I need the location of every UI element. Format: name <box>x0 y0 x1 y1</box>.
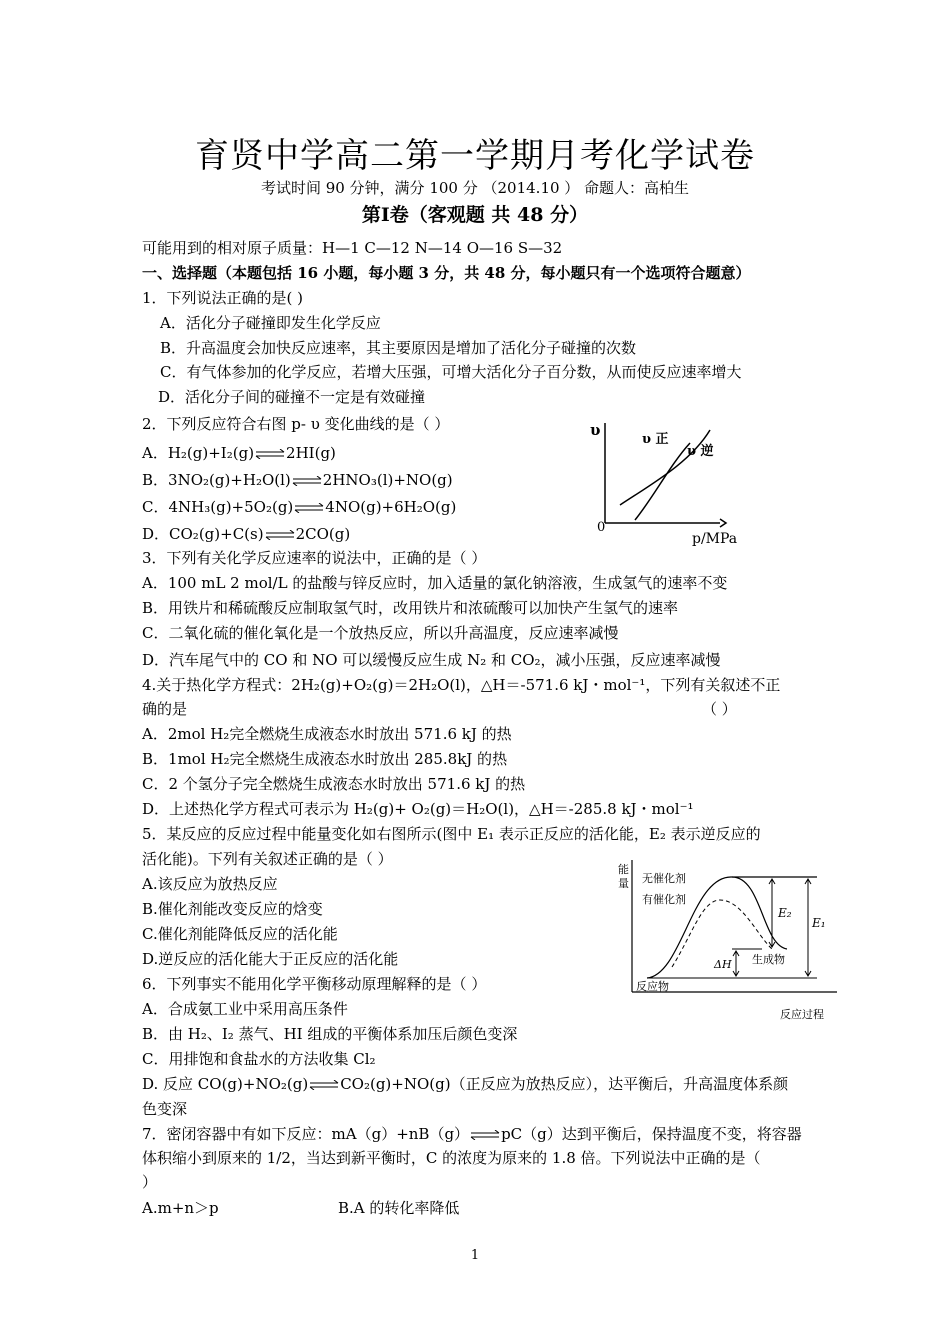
q4-option-c: C．2 个氢分子完全燃烧生成液态水时放出 571.6 kJ 的热 <box>142 775 526 793</box>
q6-option-a: A．合成氨工业中采用高压条件 <box>142 1000 348 1018</box>
q2d-left: D．CO₂(g)+C(s) <box>142 525 264 543</box>
fig2-catalyzed-label: 有催化剂 <box>642 893 686 906</box>
fig2-reactant-label: 反应物 <box>636 980 669 993</box>
equilibrium-arrow-icon <box>265 530 295 540</box>
q4-stem-cont: 确的是 <box>142 700 188 718</box>
equilibrium-arrow-icon <box>309 1080 339 1090</box>
exam-subtitle: 考试时间 90 分钟，满分 100 分 （2014.10 ） 命题人：高柏生 <box>260 179 690 197</box>
q6d-right: CO₂(g)+NO(g)（正反应为放热反应），达平衡后，升高温度体系颜 <box>340 1075 789 1093</box>
q3-option-a: A．100 mL 2 mol/L 的盐酸与锌反应时，加入适量的氯化钠溶液，生成氢气的速率不变 <box>142 574 728 592</box>
q2a-right: 2HI(g) <box>286 444 336 462</box>
q7-stem <box>142 1124 802 1144</box>
q7-right: pC（g）达到平衡后，保持温度不变，将容器 <box>501 1125 802 1143</box>
q1-option-d: D．活化分子间的碰撞不一定是有效碰撞 <box>158 388 426 406</box>
fig1-y-label: υ <box>590 421 601 439</box>
fig2-y-label: 能量 <box>618 863 629 890</box>
q2a-left: A．H₂(g)+I₂(g) <box>142 444 255 462</box>
q2-option-c <box>142 497 456 517</box>
fig2-e2-label: E₂ <box>778 906 792 920</box>
equilibrium-arrow-icon <box>470 1130 500 1140</box>
q2c-right: 4NO(g)+6H₂O(g) <box>325 498 457 516</box>
q6-option-b: B．由 H₂、I₂ 蒸气、HI 组成的平衡体系加压后颜色变深 <box>142 1025 518 1043</box>
q1-option-a: A．活化分子碰撞即发生化学反应 <box>160 314 381 332</box>
q3-stem: 3．下列有关化学反应速率的说法中，正确的是（ ） <box>142 549 487 567</box>
fig1-curve1-label: υ 正 <box>642 432 669 447</box>
fig2-dh-label: ΔH <box>714 958 732 971</box>
fig1-x-label: p/MPa <box>692 531 738 547</box>
q2-stem: 2．下列反应符合右图 p- υ 变化曲线的是（ ） <box>142 415 450 433</box>
q5-stem: 5．某反应的反应过程中能量变化如右图所示(图中 E₁ 表示正反应的活化能，E₂ 表示逆反应的 <box>142 825 761 843</box>
q7-option-a: A.m+n＞p <box>142 1199 219 1217</box>
q4-stem: 4.关于热化学方程式：2H₂(g)+O₂(g)＝2H₂O(l)，△H＝-571.6 kJ・mol⁻¹，下列有关叙述不正 <box>142 676 781 694</box>
q2c-left: C．4NH₃(g)+5O₂(g) <box>142 498 294 516</box>
pv-curve-figure <box>580 415 750 550</box>
fig1-origin: 0 <box>597 520 606 535</box>
q1-option-b: B．升高温度会加快反应速率，其主要原因是增加了活化分子碰撞的次数 <box>160 339 637 357</box>
q4-option-d: D．上述热化学方程式可表示为 H₂(g)+ O₂(g)＝H₂O(l)，△H＝-285.8 kJ・mol⁻¹ <box>142 800 694 818</box>
q1-option-c: C．有气体参加的化学反应，若增大压强，可增大活化分子百分数，从而使反应速率增大 <box>160 363 742 381</box>
q3-option-c: C．二氧化硫的催化氧化是一个放热反应，所以升高温度，反应速率减慢 <box>142 624 619 642</box>
equilibrium-arrow-icon <box>292 476 322 486</box>
part-heading: 第Ⅰ卷（客观题 共 48 分） <box>361 204 589 226</box>
fig2-e1-label: E₁ <box>812 916 826 930</box>
q7-stem-cont: 体积缩小到原来的 1/2，当达到新平衡时，C 的浓度为原来的 1.8 倍。下列说法中正确的是（ <box>142 1149 761 1167</box>
exam-title: 育贤中学高二第一学期月考化学试卷 <box>195 136 755 176</box>
fig2-uncatalyzed-label: 无催化剂 <box>642 872 686 885</box>
fig2-product-label: 生成物 <box>752 953 785 966</box>
atomic-masses: 可能用到的相对原子质量：H—1 C—12 N—14 O—16 S—32 <box>142 239 563 257</box>
q5-option-b: B.催化剂能改变反应的焓变 <box>142 900 323 918</box>
page-number: 1 <box>470 1248 480 1263</box>
q1-stem: 1．下列说法正确的是( ) <box>142 289 304 307</box>
q4-answer-paren: （ ） <box>702 700 737 718</box>
q7-stem-end: ） <box>142 1173 158 1191</box>
q2b-left: B．3NO₂(g)+H₂O(l) <box>142 471 291 489</box>
q2-option-d <box>142 524 350 544</box>
section-heading: 一、选择题（本题包括 16 小题，每小题 3 分，共 48 分，每小题只有一个选项符合题意） <box>142 264 751 282</box>
energy-diagram <box>612 855 842 1025</box>
equilibrium-arrow-icon <box>294 503 324 513</box>
q4-option-a: A．2mol H₂完全燃烧生成液态水时放出 571.6 kJ 的热 <box>142 725 512 743</box>
curve-reverse <box>635 443 690 520</box>
q6-option-d-cont: 色变深 <box>142 1100 188 1118</box>
q5-stem-cont: 活化能)。下列有关叙述正确的是（ ） <box>142 850 393 868</box>
equilibrium-arrow-icon <box>255 449 285 459</box>
q3-option-b: B．用铁片和稀硫酸反应制取氢气时，改用铁片和浓硫酸可以加快产生氢气的速率 <box>142 599 679 617</box>
q2b-right: 2HNO₃(l)+NO(g) <box>322 471 453 489</box>
q2d-right: 2CO(g) <box>295 525 351 543</box>
q2-option-a <box>142 443 336 463</box>
q5-option-d: D.逆反应的活化能大于正反应的活化能 <box>142 950 399 968</box>
q5-option-c: C.催化剂能降低反应的活化能 <box>142 925 338 943</box>
q6-option-c: C．用排饱和食盐水的方法收集 Cl₂ <box>142 1050 376 1068</box>
fig1-curve2-label: υ 逆 <box>687 444 714 459</box>
q6-stem: 6．下列事实不能用化学平衡移动原理解释的是（ ） <box>142 975 487 993</box>
q3-option-d: D．汽车尾气中的 CO 和 NO 可以缓慢反应生成 N₂ 和 CO₂，减小压强，反应速率减慢 <box>142 651 721 669</box>
q7-option-b: B.A 的转化率降低 <box>338 1199 460 1217</box>
q6d-left: D. 反应 CO(g)+NO₂(g) <box>142 1075 309 1093</box>
q5-option-a: A.该反应为放热反应 <box>142 875 278 893</box>
q7-left: 7．密闭容器中有如下反应：mA（g）+nB（g） <box>142 1125 470 1143</box>
q4-option-b: B．1mol H₂完全燃烧生成液态水时放出 285.8kJ 的热 <box>142 750 508 768</box>
q2-option-b <box>142 470 453 490</box>
fig2-x-label: 反应过程 <box>780 1008 824 1021</box>
q6-option-d <box>142 1074 788 1094</box>
